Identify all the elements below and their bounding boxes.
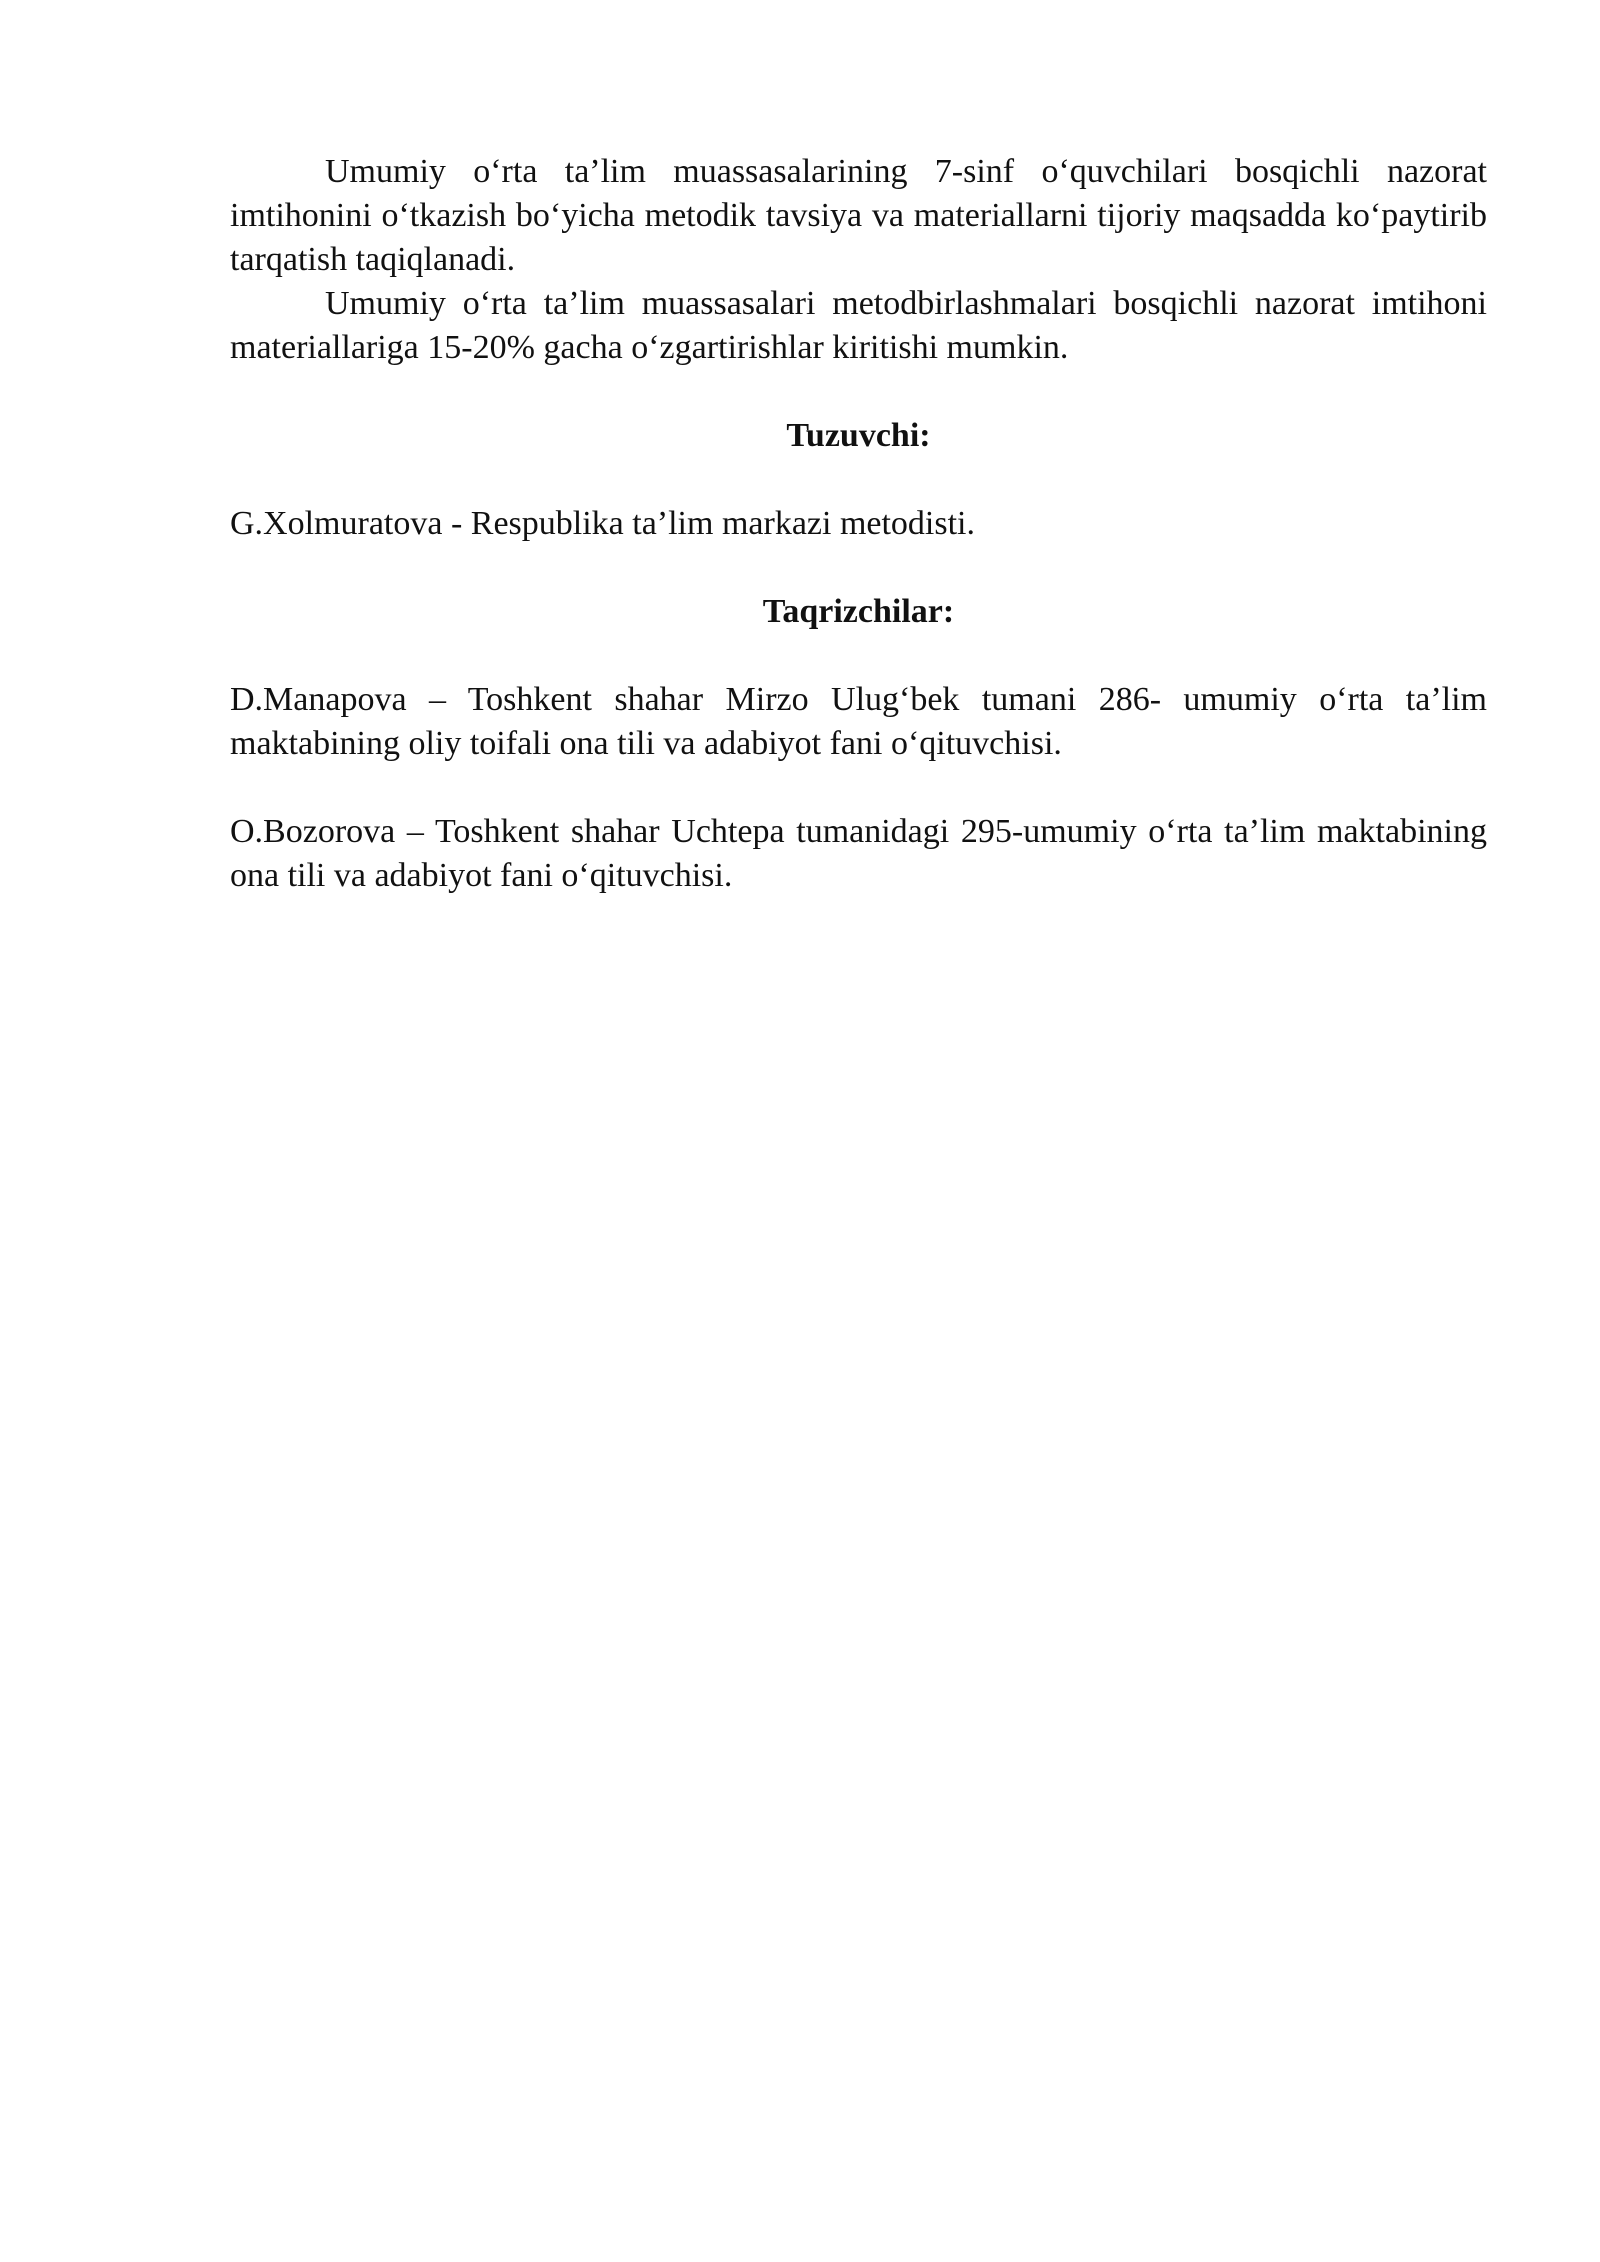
reviewer-entry-1: D.Manapova – Toshkent shahar Mirzo Ulug‘bek tumani 286- umumiy o‘rta ta’lim maktabining oliy toifali ona tili va adabiyot fani o‘qituvchisi. [230,681,1487,762]
spacer [230,766,1487,810]
intro-paragraph-copy-restriction: Umumiy o‘rta ta’lim muassasalarining 7-sinf o‘quvchilari bosqichli nazorat imtihonini o‘tkazish bo‘yicha metodik tavsiya va materiallarni tijoriy maqsadda ko‘paytirib tarqatish taqiqlanadi. [230,153,1487,278]
reviewer-entry-2: O.Bozorova – Toshkent shahar Uchtepa tumanidagi 295-umumiy o‘rta ta’lim maktabining ona tili va adabiyot fani o‘qituvchisi. [230,813,1487,894]
spacer [230,546,1487,590]
spacer [230,458,1487,502]
heading-compiler: Tuzuvchi: [786,417,931,454]
spacer [230,370,1487,414]
heading-reviewers: Taqrizchilar: [762,593,955,630]
intro-paragraph-changes-allowed: Umumiy o‘rta ta’lim muassasalari metodbirlashmalari bosqichli nazorat imtihoni materiallariga 15-20% gacha o‘zgartirishlar kiritishi mumkin. [230,285,1487,366]
compiler-entry: G.Xolmuratova - Respublika ta’lim markazi metodisti. [230,505,975,542]
document-page [230,150,1487,898]
spacer [230,634,1487,678]
